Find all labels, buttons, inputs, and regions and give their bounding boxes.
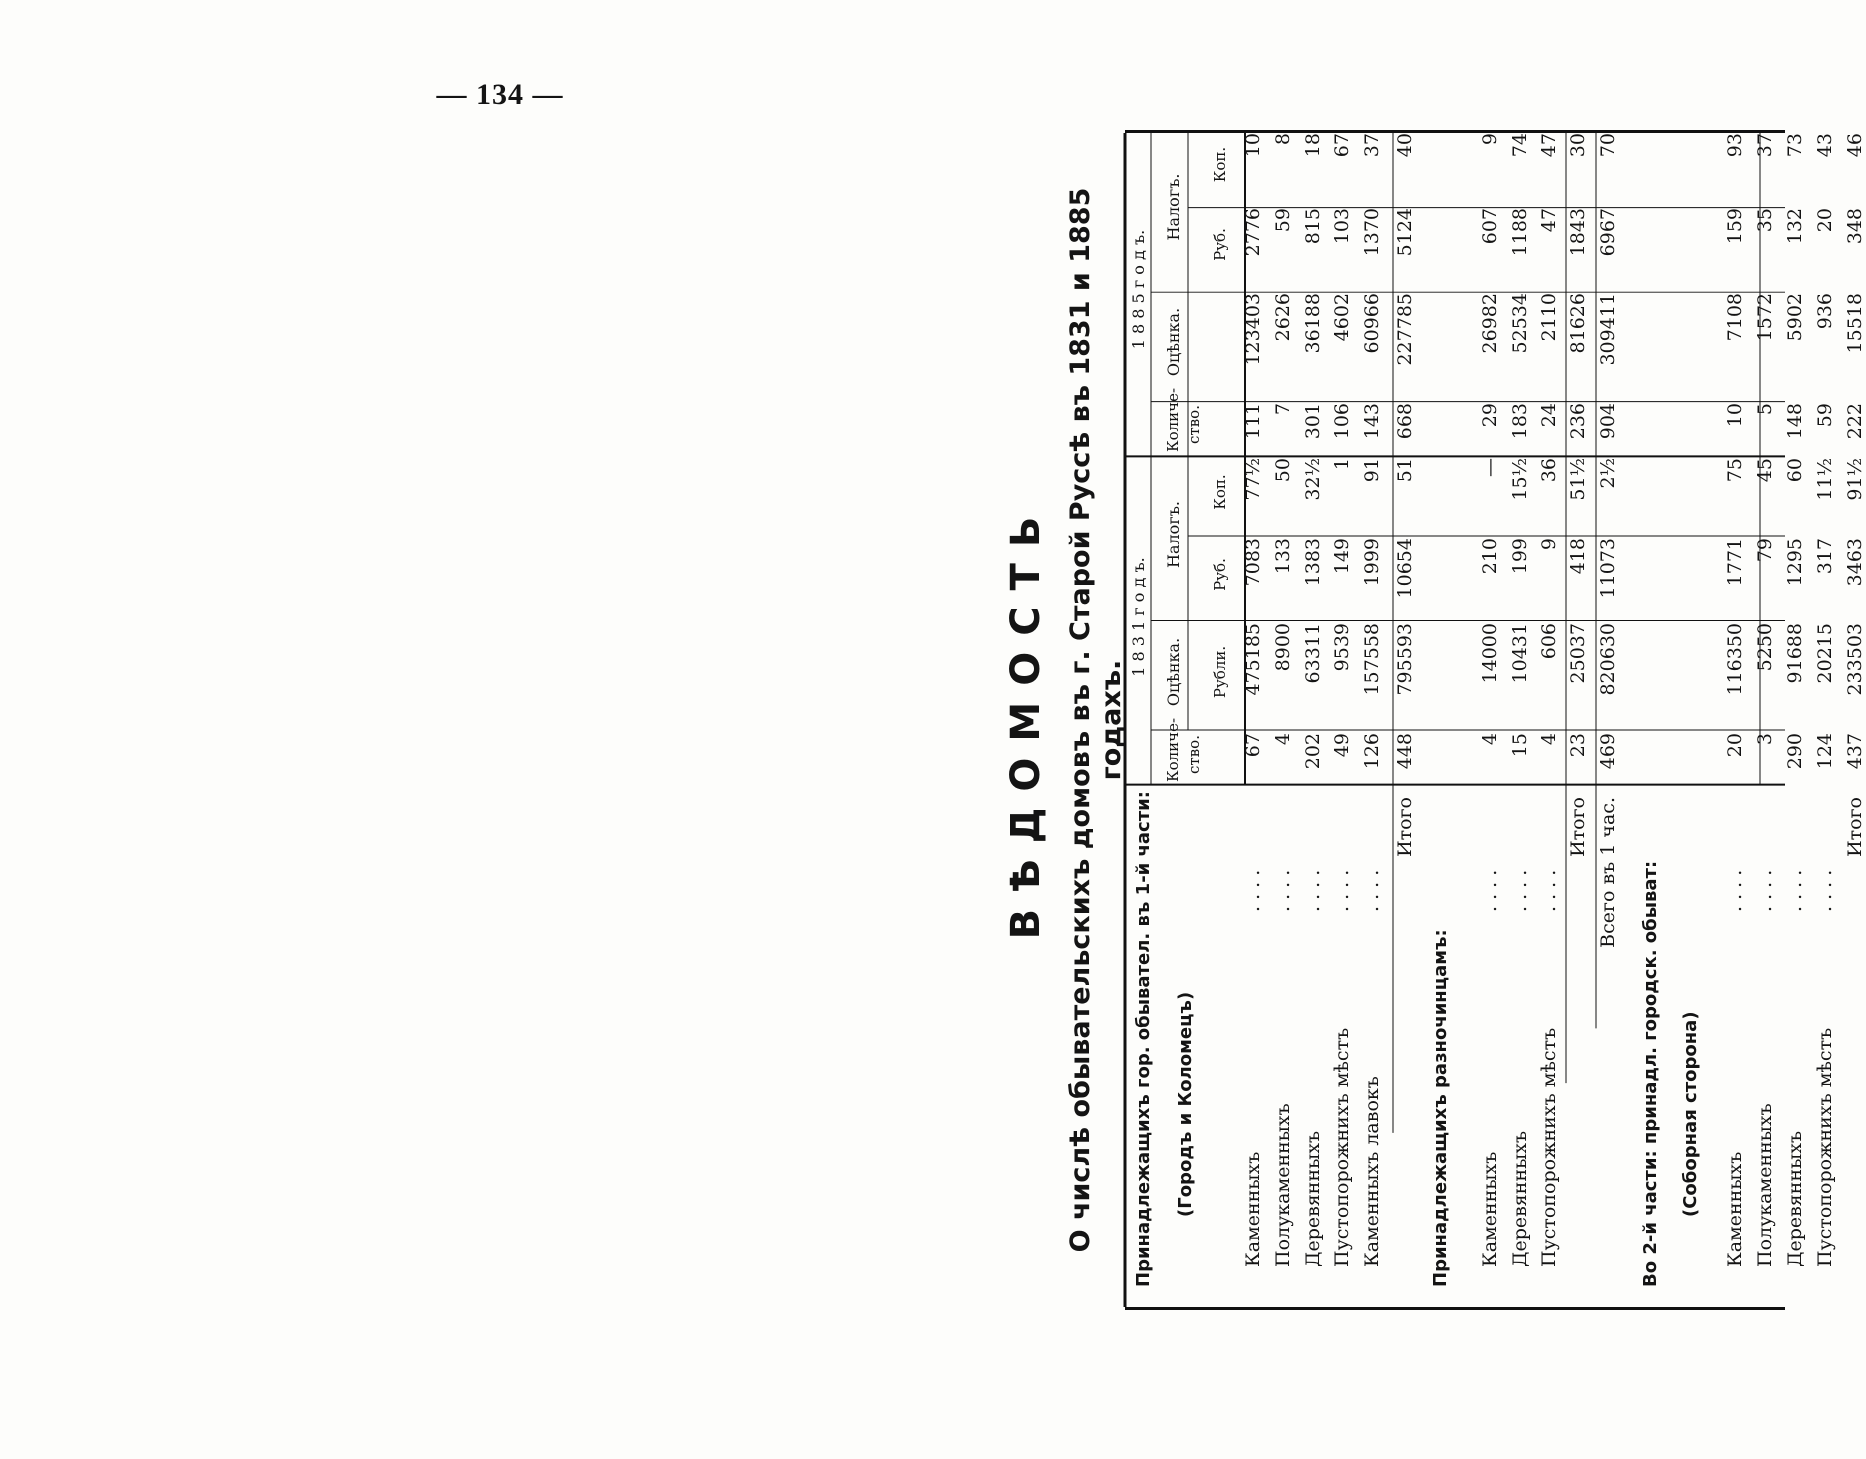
cell-tax-kop-1831: 51½ [1567,458,1589,501]
cell-count-1885: 111 [1242,403,1264,440]
cell-tax-kop-1885: 40 [1394,133,1416,158]
cell-valuation-1885: 2626 [1272,293,1294,342]
cell-tax-kop-1885: 30 [1567,133,1589,158]
cell-count-1831: 290 [1784,733,1806,770]
cell-valuation-1885: 36188 [1302,293,1324,354]
cell-valuation-1831: 25037 [1567,623,1589,684]
cell-count-1885: 148 [1784,403,1806,440]
document-subtitle: О числѣ обывательскихъ домовъ въ г. Старой Руссѣ въ 1831 и 1885 годахъ. [1065,187,1127,1253]
cell-count-1885: 183 [1509,403,1531,440]
cell-valuation-1831: 5250 [1754,623,1776,672]
cell-valuation-1831: 475185 [1242,623,1264,696]
header-tax-1831: Налогъ. [1164,501,1183,568]
cell-tax-kop-1831: 11½ [1814,458,1836,501]
cell-count-1831: 3 [1754,733,1776,746]
header-tax-1885: Налогъ. [1164,173,1183,241]
cell-tax-kop-1831: 91 [1361,458,1383,483]
row-label: Каменныхъ [1479,1151,1501,1267]
row-label: Пустопорожнихъ мѣстъ [1538,1027,1560,1267]
leader-dots: . . . . [1784,869,1806,912]
cell-valuation-1831: 14000 [1479,623,1501,684]
row-label: Деревянныхъ [1509,1130,1531,1267]
cell-tax-kop-1885: 47 [1538,133,1560,158]
leader-dots: . . . . [1724,869,1746,912]
cell-valuation-1831: 91688 [1784,623,1806,684]
cell-tax-kop-1885: 73 [1784,133,1806,158]
section-heading: Принадлежащихъ гор. обывател. въ 1-й части: [1133,791,1154,1287]
cell-tax-rub-1831: 133 [1272,538,1294,575]
cell-tax-rub-1831: 10654 [1394,538,1416,599]
cell-tax-rub-1885: 1188 [1509,208,1531,257]
cell-count-1885: 10 [1724,403,1746,428]
cell-tax-kop-1831: 60 [1784,458,1806,483]
leader-dots: . . . . [1302,869,1324,912]
cell-count-1885: 29 [1479,403,1501,428]
cell-valuation-1885: 2110 [1538,293,1560,342]
row-label: Каменныхъ [1724,1151,1746,1267]
row-label: Каменныхъ [1242,1151,1264,1267]
row-label: Полукаменныхъ [1754,1103,1776,1267]
cell-tax-kop-1831: — [1479,458,1501,477]
cell-tax-kop-1831: 50 [1272,458,1294,483]
cell-count-1885: 904 [1597,403,1619,440]
cell-tax-kop-1885: 43 [1814,133,1836,158]
cell-tax-kop-1831: 45 [1754,458,1776,483]
cell-count-1831: 124 [1814,733,1836,770]
cell-valuation-1831: 820630 [1597,623,1619,696]
cell-tax-rub-1831: 149 [1331,538,1353,575]
cell-tax-kop-1885: 18 [1302,133,1324,158]
cell-tax-kop-1885: 37 [1754,133,1776,158]
section-subheading: (Соборная сторона) [1680,1011,1701,1217]
cell-tax-rub-1885: 815 [1302,208,1324,245]
cell-valuation-1831: 63311 [1302,623,1324,684]
leader-dots: . . . . [1538,869,1560,912]
statistics-table [1125,130,1866,1310]
cell-count-1831: 4 [1272,733,1294,746]
cell-tax-rub-1831: 418 [1567,538,1589,575]
row-label: Полукаменныхъ [1272,1103,1294,1267]
cell-count-1885: 106 [1331,403,1353,440]
cell-tax-rub-1831: 7083 [1242,538,1264,587]
cell-valuation-1885: 81626 [1567,293,1589,354]
cell-valuation-1885: 52534 [1509,293,1531,354]
cell-valuation-1885: 60966 [1361,293,1383,354]
cell-tax-kop-1885: 67 [1331,133,1353,158]
cell-count-1831: 202 [1302,733,1324,770]
header-year-1885: 1 8 8 5 г о д ъ. [1129,229,1148,350]
leader-dots: . . . . [1272,869,1294,912]
cell-tax-kop-1831: 1 [1331,458,1353,471]
cell-tax-rub-1885: 59 [1272,208,1294,233]
row-label: Деревянныхъ [1784,1130,1806,1267]
cell-tax-kop-1831: 51 [1394,458,1416,483]
cell-tax-rub-1831: 1383 [1302,538,1324,587]
cell-valuation-1831: 157558 [1361,623,1383,696]
leader-dots: . . . . [1361,869,1383,912]
cell-tax-rub-1885: 607 [1479,208,1501,245]
cell-tax-kop-1831: 15½ [1509,458,1531,501]
header-rubli-1831: Рубли. [1211,645,1229,699]
row-label: Пустопорожнихъ мѣстъ [1331,1027,1353,1267]
total-row-label: Всего въ 1 час. [1597,797,1619,948]
cell-tax-kop-1885: 8 [1272,133,1294,146]
cell-tax-rub-1885: 47 [1538,208,1560,233]
cell-tax-rub-1885: 348 [1844,208,1866,245]
cell-tax-rub-1885: 5124 [1394,208,1416,257]
cell-count-1831: 67 [1242,733,1264,758]
total-row-label: Итого [1394,797,1416,857]
cell-count-1831: 437 [1844,733,1866,770]
leader-dots: . . . . [1331,869,1353,912]
cell-tax-kop-1885: 10 [1242,133,1264,158]
leader-dots: . . . . [1814,869,1836,912]
cell-valuation-1831: 10431 [1509,623,1531,684]
cell-count-1885: 236 [1567,403,1589,440]
cell-tax-rub-1885: 159 [1724,208,1746,245]
cell-valuation-1885: 4602 [1331,293,1353,342]
header-rub-1831: Руб. [1211,558,1229,591]
leader-dots: . . . . [1509,869,1531,912]
cell-tax-rub-1885: 20 [1814,208,1836,233]
cell-count-1831: 126 [1361,733,1383,770]
section-heading: Во 2-й части: принадл. городск. обыват: [1640,860,1661,1287]
cell-tax-kop-1831: 75 [1724,458,1746,483]
cell-count-1885: 24 [1538,403,1560,428]
cell-tax-rub-1885: 132 [1784,208,1806,245]
header-kop-1831: Коп. [1211,474,1229,510]
cell-count-1831: 23 [1567,733,1589,758]
cell-tax-rub-1885: 1843 [1567,208,1589,257]
cell-tax-rub-1885: 35 [1754,208,1776,233]
leader-dots: . . . . [1479,869,1501,912]
cell-count-1885: 7 [1272,403,1294,416]
cell-tax-kop-1885: 37 [1361,133,1383,158]
cell-tax-rub-1831: 79 [1754,538,1776,563]
cell-count-1831: 4 [1479,733,1501,746]
cell-count-1885: 301 [1302,403,1324,440]
cell-valuation-1831: 116350 [1724,623,1746,696]
cell-count-1885: 143 [1361,403,1383,440]
cell-valuation-1885: 936 [1814,293,1836,330]
cell-tax-kop-1831: 32½ [1302,458,1324,501]
cell-count-1885: 668 [1394,403,1416,440]
cell-tax-rub-1831: 1999 [1361,538,1383,587]
row-label: Пустопорожнихъ мѣстъ [1814,1027,1836,1267]
cell-tax-rub-1885: 2776 [1242,208,1264,257]
row-label: Деревянныхъ [1302,1130,1324,1267]
cell-valuation-1831: 20215 [1814,623,1836,684]
row-label: Каменныхъ лавокъ [1361,1076,1383,1267]
cell-valuation-1885: 5902 [1784,293,1806,342]
cell-valuation-1885: 15518 [1844,293,1866,354]
cell-valuation-1885: 26982 [1479,293,1501,354]
leader-dots: . . . . [1754,869,1776,912]
cell-tax-rub-1831: 199 [1509,538,1531,575]
cell-count-1831: 469 [1597,733,1619,770]
cell-valuation-1885: 7108 [1724,293,1746,342]
cell-valuation-1831: 795593 [1394,623,1416,696]
cell-tax-rub-1831: 210 [1479,538,1501,575]
header-valuation-1885: Оцѣнка. [1164,307,1183,377]
cell-tax-rub-1831: 1771 [1724,538,1746,587]
cell-tax-rub-1831: 9 [1538,538,1560,551]
cell-tax-kop-1831: 36 [1538,458,1560,483]
header-year-1831: 1 8 3 1 г о д ъ. [1129,557,1148,677]
section-heading: Принадлежащихъ разночинцамъ: [1430,929,1451,1287]
cell-count-1831: 20 [1724,733,1746,758]
cell-tax-rub-1885: 103 [1331,208,1353,245]
cell-valuation-1885: 1572 [1754,293,1776,342]
header-count-1831: Количе- ство. [1164,717,1203,782]
cell-valuation-1831: 606 [1538,623,1560,660]
cell-tax-kop-1831: 77½ [1242,458,1264,501]
section-subheading: (Городъ и Коломецъ) [1175,991,1196,1217]
cell-tax-rub-1831: 1295 [1784,538,1806,587]
cell-tax-kop-1885: 9 [1479,133,1501,146]
cell-tax-kop-1885: 46 [1844,133,1866,158]
cell-tax-rub-1831: 317 [1814,538,1836,575]
cell-count-1885: 222 [1844,403,1866,440]
cell-count-1831: 49 [1331,733,1353,758]
cell-valuation-1885: 309411 [1597,293,1619,366]
total-row-label: Итого [1567,797,1589,857]
cell-count-1885: 5 [1754,403,1776,416]
header-count-1885: Количе- ство. [1164,387,1203,452]
cell-valuation-1831: 233503 [1844,623,1866,696]
cell-valuation-1885: 227785 [1394,293,1416,366]
cell-tax-kop-1831: 2½ [1597,458,1619,489]
cell-tax-rub-1831: 11073 [1597,538,1619,599]
cell-tax-kop-1885: 70 [1597,133,1619,158]
cell-tax-rub-1831: 3463 [1844,538,1866,587]
header-kop-1885: Коп. [1211,146,1229,183]
cell-count-1831: 4 [1538,733,1560,746]
cell-tax-rub-1885: 6967 [1597,208,1619,257]
header-rub-1885: Руб. [1211,228,1229,261]
cell-tax-kop-1885: 93 [1724,133,1746,158]
cell-valuation-1831: 8900 [1272,623,1294,672]
cell-count-1885: 59 [1814,403,1836,428]
cell-tax-rub-1885: 1370 [1361,208,1383,257]
leader-dots: . . . . [1242,869,1264,912]
cell-count-1831: 448 [1394,733,1416,770]
total-row-label: Итого [1844,797,1866,857]
page-number: — 134 — [436,78,564,111]
cell-tax-kop-1831: 91½ [1844,458,1866,501]
cell-count-1831: 15 [1509,733,1531,758]
header-valuation-1831: Оцѣнка. [1164,637,1183,707]
cell-tax-kop-1885: 74 [1509,133,1531,158]
cell-valuation-1885: 123403 [1242,293,1264,366]
document-title: ВѢДОМОСТЬ [1003,500,1049,940]
rotated-table-block [1003,130,1866,1310]
cell-valuation-1831: 9539 [1331,623,1353,672]
